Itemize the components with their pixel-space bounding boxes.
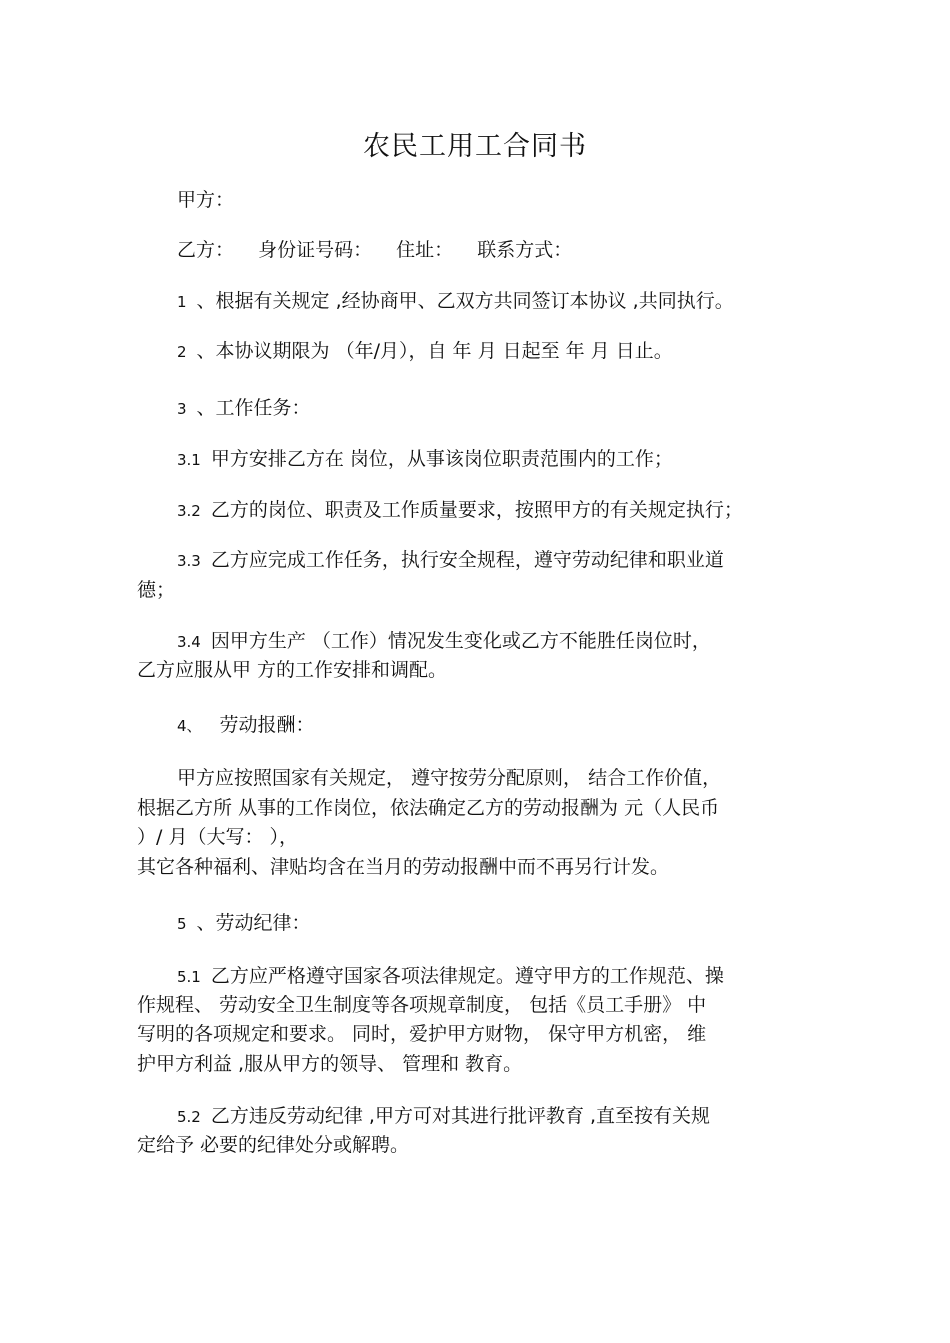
clause-3-4-text-2: 乙方应服从甲 方的工作安排和调配。 [137, 659, 448, 681]
clause-3-2 [137, 496, 867, 526]
clause-3-1 [137, 445, 867, 475]
clause-3 [137, 394, 867, 424]
clause-3-3-line-1 [137, 546, 867, 576]
clause-4-para-line-3: ）/ 月（大写： ）， [137, 826, 298, 848]
clause-2 [137, 337, 867, 367]
clause-3-4-number: 3.4 [177, 633, 201, 651]
clause-5-1-text-1: 乙方应严格遵守国家各项法律规定。遵守甲方的工作规范、操 [210, 965, 724, 987]
contract-title: 农民工用工合同书 [363, 131, 587, 162]
clause-5 [137, 909, 867, 939]
clause-3-3-number: 3.3 [177, 552, 201, 570]
clause-2-number: 2 [177, 343, 187, 361]
clause-3-3-line-2 [137, 576, 827, 605]
clause-4-para-line-2: 根据乙方所 从事的工作岗位，依法确定乙方的劳动报酬为 元（人民币 [137, 797, 720, 819]
clause-1-number: 1 [177, 293, 187, 311]
clause-3-text: 、工作任务： [196, 397, 311, 419]
clause-5-2-text-1: 乙方违反劳动纪律 ,甲方可对其进行批评教育 ,直至按有关规 [210, 1105, 711, 1127]
clause-3-4-text-1: 因甲方生产 （工作）情况发生变化或乙方不能胜任岗位时， [210, 630, 711, 652]
clause-4-number: 4、 [177, 717, 202, 735]
clause-5-1-line-1 [137, 962, 867, 992]
clause-5-text: 、劳动纪律： [196, 912, 311, 934]
party-b-label: 乙方： [177, 239, 235, 261]
clause-3-1-number: 3.1 [177, 451, 201, 469]
party-b-line [137, 236, 867, 265]
clause-3-4-line-2 [137, 656, 827, 685]
clause-4-para-line-1: 甲方应按照国家有关规定， 遵守按劳分配原则， 结合工作价值， [177, 767, 722, 789]
clause-5-2-number: 5.2 [177, 1108, 201, 1126]
clause-3-1-text: 甲方安排乙方在 岗位，从事该岗位职责范围内的工作； [210, 448, 673, 470]
clause-3-number: 3 [177, 400, 187, 418]
address-label: 住址： [396, 239, 454, 261]
clause-1 [137, 287, 867, 317]
clause-3-2-number: 3.2 [177, 502, 201, 520]
clause-4-text: 劳动报酬： [219, 714, 315, 736]
id-number-label: 身份证号码： [258, 239, 373, 261]
party-a-label: 甲方： [177, 189, 235, 211]
contact-label: 联系方式： [477, 239, 573, 261]
clause-3-3-text-2: 德； [137, 579, 176, 601]
clause-4 [137, 711, 867, 741]
party-a-line [137, 186, 867, 215]
clause-1-text: 、根据有关规定 ,经协商甲、乙双方共同签订本协议 ,共同执行。 [196, 290, 734, 312]
clause-5-1-line-2: 作规程、 劳动安全卫生制度等各项规章制度， 包括《员工手册》 中 [137, 994, 707, 1016]
clause-5-number: 5 [177, 915, 187, 933]
clause-3-3-text-1: 乙方应完成工作任务，执行安全规程，遵守劳动纪律和职业道 [210, 549, 724, 571]
clause-5-1-line-3: 写明的各项规定和要求。 同时，爱护甲方财物， 保守甲方机密， 维 [137, 1023, 707, 1045]
clause-4-para-line-4: 其它各种福利、津贴均含在当月的劳动报酬中而不再另行计发。 [137, 856, 670, 878]
clause-5-1-number: 5.1 [177, 968, 201, 986]
clause-5-2-line-2: 定给予 必要的纪律处分或解聘。 [137, 1134, 410, 1156]
clause-3-4-line-1 [137, 627, 867, 657]
clause-5-2-line-1 [137, 1102, 867, 1132]
clause-3-2-text: 乙方的岗位、职责及工作质量要求，按照甲方的有关规定执行； [210, 499, 743, 521]
clause-2-text: 、本协议期限为 （年/月），自 年 月 日起至 年 月 日止。 [196, 340, 673, 362]
clause-5-1-line-4: 护甲方利益 ,服从甲方的领导、 管理和 教育。 [137, 1053, 523, 1075]
